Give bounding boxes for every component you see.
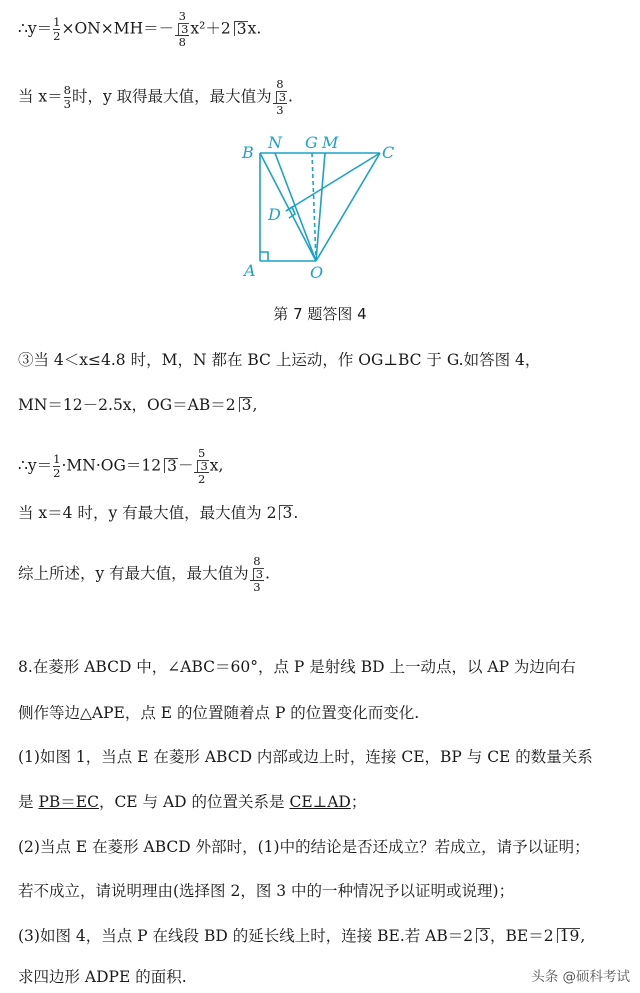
formula-line-5: ∴y＝ $\frac{1}{2}$ ·MN·OG＝12 3－ 5 3 2 x, xyxy=(18,446,224,486)
figure-caption: 第 7 题答图 4 xyxy=(273,305,367,323)
answer-pb-ec: PB＝EC xyxy=(38,793,99,811)
problem-8-line-6: 若不成立，请说明理由(选择图 2，图 3 中的一种情况予以证明或说理)； xyxy=(18,882,515,900)
label-n: N xyxy=(268,133,282,152)
fraction: 3 3 8 xyxy=(175,10,189,49)
formula-line-2: 当 x＝ $\frac{8}{3}$ 时，y 取得最大值，最大值为 8 3 3 . xyxy=(18,77,293,117)
fraction: 8 3 3 xyxy=(250,555,264,594)
problem-8-line-5: (2)当点 E 在菱形 ABCD 外部时，(1)中的结论是否还成立？若成立，请予以证明； xyxy=(18,838,590,856)
radical: 3 xyxy=(476,928,490,943)
radical: 3 xyxy=(197,460,208,472)
text-line-6: 当 x＝4 时，y 有最大值，最大值为 2 3. xyxy=(18,504,299,522)
label-b: B xyxy=(242,143,254,162)
geometry-figure xyxy=(230,128,410,288)
problem-8-line-1: 8.在菱形 ABCD 中，∠ABC＝60°，点 P 是射线 BD 上一动点，以 AP 为边向右 xyxy=(18,658,576,676)
text-line-3: ③当 4＜x≤4.8 时，M，N 都在 BC 上运动，作 OG⊥BC 于 G.如答图 4， xyxy=(18,351,541,369)
answer-ce-ad: CE⊥AD xyxy=(289,793,351,811)
radical: 3 xyxy=(164,458,178,473)
formula-line-4: MN＝12－2.5x，OG＝AB＝2 3, xyxy=(18,396,258,414)
radical: 3 xyxy=(178,23,189,35)
radical: 3 xyxy=(234,21,248,36)
label-g: G xyxy=(305,133,318,152)
radical: 3 xyxy=(253,568,264,580)
fraction: 8 3 3 xyxy=(273,78,287,117)
segment-og xyxy=(312,153,316,261)
formula-line-1: ∴y＝ $\frac{1}{2}$ ×ON×MH＝－ 3 3 8 x²＋2 3x. xyxy=(18,9,262,49)
radical: 19 xyxy=(557,928,581,943)
watermark: 头条 @硕科考试 xyxy=(531,969,630,985)
problem-8-line-3: (1)如图 1，当点 E 在菱形 ABCD 内部或边上时，连接 CE，BP 与 CE 的数量关系 xyxy=(18,748,593,766)
segment-no xyxy=(275,153,316,261)
label-o: O xyxy=(310,263,324,282)
right-angle-a xyxy=(260,252,268,261)
segment-mo xyxy=(316,153,325,261)
label-c: C xyxy=(382,143,395,162)
radical: 3 xyxy=(279,505,293,520)
fraction: $\frac{8}{3}$ xyxy=(63,83,71,111)
fraction: $\frac{1}{2}$ xyxy=(53,452,61,480)
label-m: M xyxy=(322,133,339,152)
problem-8-line-2: 侧作等边△APE，点 E 的位置随着点 P 的位置变化而变化. xyxy=(18,704,420,722)
problem-8-line-8: 求四边形 ADPE 的面积. xyxy=(18,968,187,986)
label-d: D xyxy=(268,205,281,224)
radical: 3 xyxy=(239,397,253,412)
segment-co xyxy=(316,153,380,261)
problem-8-line-4: 是 PB＝EC，CE 与 AD 的位置关系是 CE⊥AD； xyxy=(18,793,367,811)
radical: 3 xyxy=(276,91,287,103)
fraction: $\frac{1}{2}$ xyxy=(53,15,61,43)
label-a: A xyxy=(244,261,256,280)
fraction: 5 3 2 xyxy=(194,447,208,486)
segment-cd xyxy=(286,153,380,211)
formula-line-7: 综上所述，y 有最大值，最大值为 8 3 3 . xyxy=(18,554,270,594)
problem-8-line-7: (3)如图 4，当点 P 在线段 BD 的延长线上时，连接 BE.若 AB＝2 3，BE＝2 19, xyxy=(18,927,586,945)
